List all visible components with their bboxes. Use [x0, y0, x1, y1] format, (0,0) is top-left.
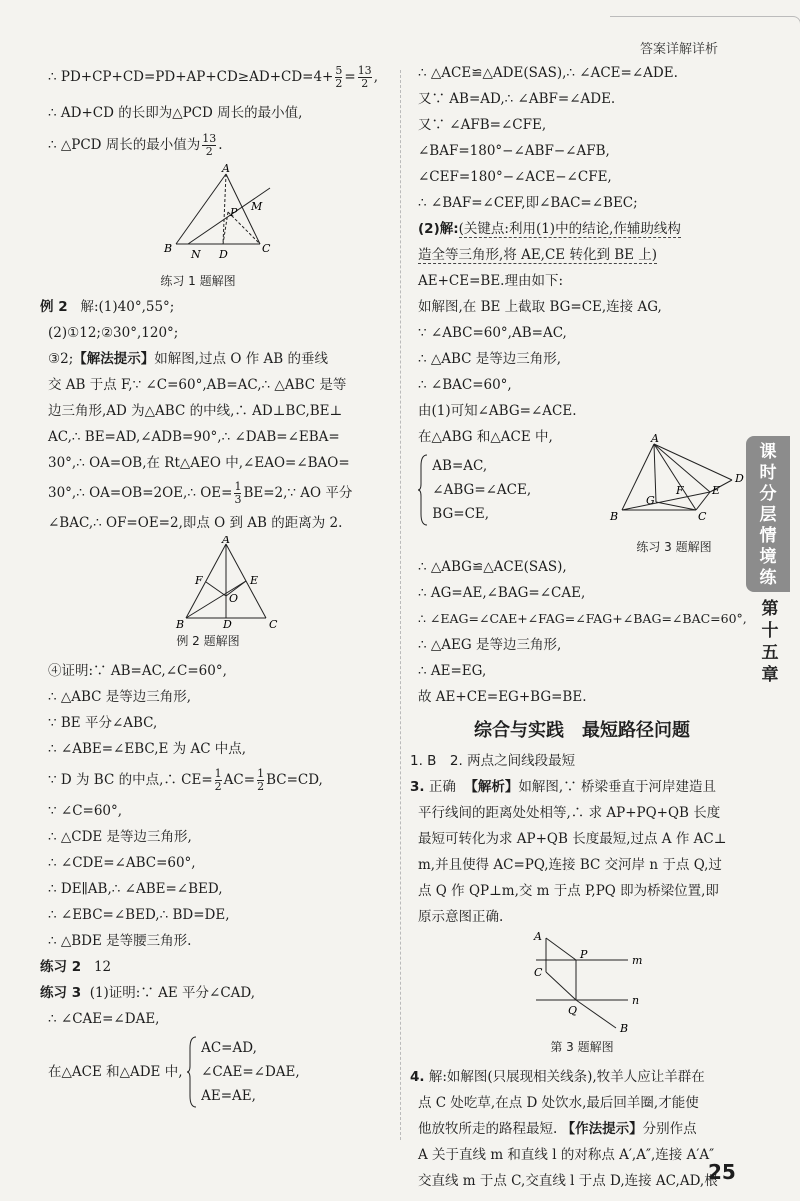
- point-label: B: [620, 1022, 629, 1034]
- text-line: ∴ △CDE 是等边三角形,: [48, 829, 192, 845]
- point-label: C: [262, 242, 271, 255]
- point-label: A: [222, 536, 230, 546]
- point-label: B: [164, 242, 173, 255]
- text-line: 他放牧所走的路程最短. 【作法提示】分别作点: [418, 1121, 697, 1137]
- text-line: ③2;【解法提示】如解图,过点 O 作 AB 的垂线: [48, 351, 328, 367]
- column-divider: [400, 70, 401, 1140]
- text-line: 4. 解:如解图(只展现相关线条),牧羊人应让羊群在: [410, 1069, 705, 1085]
- point-label: D: [735, 472, 744, 485]
- text-line: 又∵ ∠AFB=∠CFE,: [418, 117, 547, 133]
- figure-2: [48, 536, 388, 628]
- point-label: F: [676, 484, 684, 497]
- text-line: (2)①12;②30°,120°;: [48, 325, 179, 341]
- text-line: 例 2 解:(1)40°,55°;: [40, 299, 175, 315]
- figure-4: [418, 930, 746, 1034]
- point-label: N: [191, 248, 201, 261]
- equation-system: 在△ACE 和△ADE 中, AC=AD, ∠CAE=∠DAE, AE=AE,: [48, 1036, 388, 1108]
- text-line: ∵ D 为 BC 的中点,∴ CE= $\frac{1}{2}$ AC= $\frac{1}{2}$ BC=CD,: [48, 767, 323, 793]
- text-line: ∴ △BDE 是等腰三角形.: [48, 933, 192, 949]
- text-line: 平行线间的距离处处相等,∴ 求 AP+PQ+QB 长度: [418, 805, 721, 821]
- brace-icon: [187, 1036, 197, 1108]
- fraction: $\frac{1}{2}$: [214, 767, 222, 793]
- text-line: A 关于直线 m 和直线 l 的对称点 A′,A″,连接 A′A″: [418, 1147, 715, 1163]
- text-line: ∴ AE=EG,: [418, 663, 487, 679]
- figure-caption: 第 3 题解图: [550, 1040, 614, 1054]
- chapter-char: 十: [761, 621, 779, 641]
- point-label: F: [195, 574, 203, 587]
- point-label: n: [632, 994, 640, 1007]
- text-line: 练习 3 (1)证明:∵ AE 平分∠CAD,: [40, 985, 256, 1001]
- fraction: $\frac{1}{2}$: [257, 767, 265, 793]
- point-label: C: [698, 510, 707, 523]
- side-tab-char: 分: [759, 484, 777, 504]
- point-label: G: [646, 494, 655, 507]
- equation-system: [418, 454, 531, 526]
- fraction: $\frac{13}{2}$: [202, 132, 217, 158]
- text-line: 在△ABG 和△ACE 中,: [418, 429, 553, 445]
- system-line: AE=AE,: [201, 1088, 256, 1104]
- example-label: 例 2: [40, 299, 68, 315]
- text-line: ∴ ∠EAG=∠CAE+∠FAG=∠FAG+∠BAG=∠BAC=60°,: [418, 611, 747, 626]
- side-tab-char: 时: [759, 463, 777, 483]
- side-tab-char: 境: [759, 547, 777, 567]
- text-line: 最短可转化为求 AP+QB 长度最短,过点 A 作 AC⊥: [418, 831, 727, 847]
- text-line: 造全等三角形,将 AE,CE 转化到 BE 上): [418, 247, 658, 263]
- figure-2-diagram: [48, 536, 388, 628]
- text-line: 练习 2 12: [40, 959, 112, 975]
- text-line: ∴ ∠BAF=∠CEF,即∠BAC=∠BEC;: [418, 195, 638, 211]
- text-line: ∠BAC,∴ OF=OE=2,即点 O 到 AB 的距离为 2.: [48, 515, 343, 531]
- text-line: 故 AE+CE=EG+BG=BE.: [418, 689, 587, 705]
- text-line: 1. B 2. 两点之间线段最短: [410, 753, 576, 769]
- figure-1-diagram: [48, 164, 388, 282]
- text-line: ∵ ∠C=60°,: [48, 803, 123, 819]
- chapter-char: 第: [761, 599, 779, 619]
- point-label: m: [632, 954, 643, 967]
- text-line: 由(1)可知∠ABG=∠ACE.: [418, 403, 577, 419]
- text-line: ∴ △AEG 是等边三角形,: [418, 637, 562, 653]
- side-tab-char: 课: [759, 442, 777, 462]
- point-label: A: [534, 930, 542, 943]
- brace-icon: [418, 454, 428, 526]
- text-line: ∴ ∠ABE=∠EBC,E 为 AC 中点,: [48, 741, 247, 757]
- right-column: [410, 60, 747, 1194]
- point-label: O: [229, 592, 239, 605]
- text-line: ∴ △ABC 是等边三角形,: [48, 689, 192, 705]
- point-label: C: [269, 618, 278, 628]
- text-line: 交 AB 于点 F,∵ ∠C=60°,AB=AC,∴ △ABC 是等: [48, 377, 347, 393]
- text-line: 30°,∴ OA=OB,在 Rt△AEO 中,∠EAO=∠BAO=: [48, 455, 350, 471]
- fraction: $\frac{5}{2}$: [335, 64, 343, 90]
- system-line: ∠ABG=∠ACE,: [432, 482, 532, 498]
- text-line: ∴ AD+CD 的长即为△PCD 周长的最小值,: [48, 105, 303, 121]
- practice-label: 练习 2: [40, 959, 82, 975]
- point-label: E: [250, 574, 259, 587]
- text-line: ∴ PD+CP+CD=PD+AP+CD≥AD+CD=4+ $\frac{5}{2}$ = $\frac{13}{2}$ ,: [48, 64, 378, 90]
- fraction: $\frac{13}{2}$: [357, 64, 372, 90]
- text-line: ∴ △ACE≌△ADE(SAS),∴ ∠ACE=∠ADE.: [418, 65, 678, 81]
- system-line: AB=AC,: [432, 458, 488, 474]
- text-line: AC,∴ BE=AD,∠ADB=90°,∴ ∠DAB=∠EBA=: [48, 429, 340, 445]
- text-line: ∴ ∠CDE=∠ABC=60°,: [48, 855, 196, 871]
- practice-label: 练习 3: [40, 985, 82, 1001]
- text-line: AE+CE=BE.理由如下:: [418, 273, 564, 289]
- figure-3-diagram: [604, 434, 754, 534]
- text-line: ∠BAF=180°−∠ABF−∠AFB,: [418, 143, 610, 159]
- text-line: 30°,∴ OA=OB=2OE,∴ OE= $\frac{1}{3}$ BE=2,∵ AO 平分: [48, 480, 353, 506]
- text-line: 交直线 m 于点 C,交直线 l 于点 D,连接 AC,AD,根: [418, 1173, 718, 1189]
- figure-1: [48, 164, 388, 282]
- point-label: Q: [568, 1004, 578, 1017]
- page-number: 25: [708, 1160, 736, 1184]
- text-line: ∵ BE 平分∠ABC,: [48, 715, 158, 731]
- text-line: ∴ ∠CAE=∠DAE,: [48, 1011, 160, 1027]
- header-title: 答案详解详析: [640, 42, 719, 57]
- text-line: 如解图,在 BE 上截取 BG=CE,连接 AG,: [418, 299, 662, 315]
- side-tab-char: 情: [759, 526, 777, 546]
- text-line: m,并且使得 AC=PQ,连接 BC 交河岸 n 于点 Q,过: [418, 857, 722, 873]
- system-line: BG=CE,: [432, 506, 490, 522]
- text-line: (2)解:(关键点:利用(1)中的结论,作辅助线构: [418, 221, 681, 237]
- text-line: ∴ △ABG≌△ACE(SAS),: [418, 559, 567, 575]
- text-line: 点 Q 作 QP⊥m,交 m 于点 P,PQ 即为桥梁位置,即: [418, 883, 719, 899]
- point-label: P: [230, 206, 238, 219]
- text-line: ∴ AG=AE,∠BAG=∠CAE,: [418, 585, 586, 601]
- fraction: $\frac{1}{3}$: [234, 480, 242, 506]
- text-line: ∴ △ABC 是等边三角形,: [418, 351, 562, 367]
- text-line: 点 C 处吃草,在点 D 处饮水,最后回羊圈,才能使: [418, 1095, 699, 1111]
- text-line: ∴ DE∥AB,∴ ∠ABE=∠BED,: [48, 881, 223, 897]
- text-line: 又∵ AB=AD,∴ ∠ABF=∠ADE.: [418, 91, 616, 107]
- point-label: P: [580, 948, 588, 961]
- figure-caption: 练习 1 题解图: [160, 274, 236, 288]
- point-label: C: [534, 966, 543, 979]
- text-line: 原示意图正确.: [418, 909, 504, 925]
- text-line: 3. 正确 【解析】如解图,∵ 桥梁垂直于河岸建造且: [410, 779, 717, 795]
- point-label: A: [222, 164, 230, 175]
- system-line: ∠CAE=∠DAE,: [201, 1064, 300, 1080]
- text-line: ∠CEF=180°−∠ACE−∠CFE,: [418, 169, 612, 185]
- side-tab-char: 层: [759, 505, 777, 525]
- chapter-char: 章: [761, 665, 779, 685]
- text-line: ④证明:∵ AB=AC,∠C=60°,: [48, 663, 227, 679]
- point-label: M: [251, 200, 263, 213]
- text-line: 边三角形,AD 为△ABC 的中线,∴ AD⊥BC,BE⊥: [48, 403, 343, 419]
- section-title: 综合与实践 最短路径问题: [474, 720, 690, 741]
- figure-caption: 例 2 题解图: [176, 634, 240, 648]
- chapter-char: 五: [761, 643, 779, 663]
- point-label: B: [176, 618, 185, 628]
- point-label: E: [712, 484, 721, 497]
- text-line: ∴ ∠BAC=60°,: [418, 377, 512, 393]
- side-tab-char: 练: [759, 568, 777, 588]
- left-column: [40, 60, 388, 1108]
- text-line: ∵ ∠ABC=60°,AB=AC,: [418, 325, 567, 341]
- point-label: D: [223, 618, 232, 628]
- text: ∴ PD+CP+CD=PD+AP+CD≥AD+CD=4+: [48, 69, 334, 85]
- figure-4-diagram: [418, 930, 746, 1034]
- text-line: ∴ △PCD 周长的最小值为 $\frac{13}{2}$ .: [48, 132, 223, 158]
- point-label: A: [651, 434, 659, 445]
- point-label: B: [610, 510, 619, 523]
- system-line: AC=AD,: [201, 1040, 257, 1056]
- figure-caption: 练习 3 题解图: [636, 540, 712, 554]
- chapter-label: [752, 598, 788, 686]
- point-label: D: [219, 248, 228, 261]
- text-line: ∴ ∠EBC=∠BED,∴ BD=DE,: [48, 907, 230, 923]
